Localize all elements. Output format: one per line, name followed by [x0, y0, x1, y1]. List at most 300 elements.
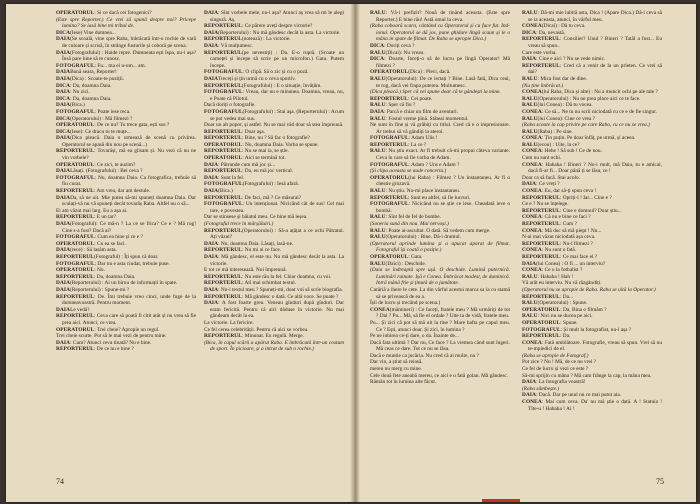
script-line: [56, 346, 196, 353]
speaker-name: OPERATORUL: [522, 306, 561, 313]
script-line: [370, 353, 510, 360]
speaker-name: FOTOGRAFUL: [204, 108, 243, 115]
speaker-name: OPERATORUL: [370, 174, 409, 181]
line-text: : Nu se mai ia, se știe.: [241, 148, 289, 155]
script-line: [370, 221, 510, 228]
script-line: [204, 43, 344, 50]
line-text: : Parcă e chiar un film de aventuri.: [384, 108, 458, 115]
script-line: [56, 221, 196, 234]
speaker-name: REPORTERUL: [522, 207, 560, 214]
line-text: : Mă duc să mă piept ! Nu...: [541, 227, 602, 234]
script-line: [522, 307, 662, 314]
script-line: [522, 109, 662, 116]
speaker-name: OPERATORUL: [204, 155, 243, 162]
line-text: : O clipă. Să o zic și cu o pozâ.: [242, 69, 309, 76]
line-text: (Se scoală, vine spre Raba, înbrăcată într-o rochie de vară de culoare și scrisă, în strânge fusturile și coborâ pe scena.: [62, 36, 196, 49]
line-text: (lui Conea) : O fi ... un interviu?: [536, 260, 606, 267]
speaker-name: OPERATORUL: [56, 240, 95, 247]
line-text: (pe nevestiți) : Da. E-o ruptă. (Scoate un carnețel și începe să scrie pe un microfon.) Gata. Putem începe.: [210, 49, 344, 69]
open-book: [6, 4, 696, 502]
line-text: : Cine e aici ? Nu se vede nimic.: [536, 56, 606, 63]
script-line: [56, 109, 196, 116]
speaker-name: REPORTERUL: [204, 227, 242, 234]
line-text: (lui Conea) : Dă tu vocea.: [537, 102, 593, 109]
line-text: Bună seara, Reporter!: [70, 69, 117, 76]
script-line: [204, 76, 344, 83]
line-text: : Vreau, dar nu e minunea. Doamna, vreau, nu, e Poate că Pilotul.: [210, 89, 344, 102]
line-text: : Opriți-l ! Iar... Cine e ?: [559, 194, 612, 201]
script-line: [56, 195, 196, 208]
script-line: [204, 254, 344, 267]
speaker-name: REPORTERUL: [204, 280, 242, 287]
line-text: : Atî mai schimbat textul.: [241, 280, 297, 287]
line-text: : La ce ?: [407, 141, 427, 148]
line-text: (notează) : La victorie.: [241, 36, 291, 43]
script-line: [204, 267, 344, 274]
line-text: (Fotograful trece în mărșăluiri.): [204, 221, 274, 227]
line-text: : Si ce dacă cei fotogenici?: [94, 10, 152, 16]
speaker-name: REPORTERUL: [204, 135, 242, 142]
line-text: : Cum? Atunci ceva tinată? Nu e bine.: [70, 339, 152, 346]
line-text: : Nu-i textul meu ? Spuneți-mi, doar voi să scrie biografia.: [218, 286, 344, 293]
speaker-name: DAIA: [204, 42, 219, 49]
line-text: (Reporterului) : Nu mă gândesc decât la asta. La victorie.: [218, 29, 341, 36]
left-page-column-2: [204, 10, 344, 464]
speaker-name: CONEA: [522, 161, 542, 168]
line-text: : Mica fost dar de dine.: [537, 75, 588, 82]
script-line: [370, 89, 510, 96]
line-text: (Soneria sună din nou. Mai nervoși.): [370, 221, 449, 227]
script-line: [370, 195, 510, 202]
line-text: N-ai mai văzut niciodată așa ceva.: [522, 234, 596, 241]
script-line: [370, 102, 510, 109]
line-text: : Da, nevastă.: [536, 29, 566, 36]
line-text: Ce e ? Nu se înțelege.: [522, 201, 569, 208]
script-line: [56, 294, 196, 307]
speaker-name: REPORTERUL: [522, 194, 560, 201]
script-line: [522, 56, 662, 63]
speaker-name: OPERATORUL: [204, 141, 243, 148]
line-text: Doar ca să facă. Stai acolo.: [522, 174, 581, 181]
line-text: : Ce zici, te auzim?: [94, 161, 136, 168]
line-text: Pu... Și zici că pot să mă uit la tine ? Mare bafta pe capul meu. Ce ? Ești, atunci doar. Și zici, în lumina ?: [370, 319, 510, 333]
line-text: : Spune.: [560, 319, 578, 326]
left-page: [56, 10, 344, 488]
script-line: [204, 23, 344, 30]
speaker-name: REPORTERUL: [522, 333, 560, 340]
speaker-name: REPORTERUL: [204, 82, 242, 89]
line-text: : Ce părere aveți despre victorie?: [241, 23, 313, 30]
speaker-name: FOTOGRAFUL: [370, 201, 409, 208]
speaker-name: DAIA: [204, 300, 219, 307]
speaker-name: DAIA: [56, 306, 71, 313]
script-line: [204, 287, 344, 294]
line-text: (Operatorului) : Nu ne prea place aici ce te face.: [537, 95, 641, 102]
script-line: [370, 241, 510, 254]
speaker-name: FOTOGRAFUL: [370, 161, 409, 168]
speaker-name: REPORTERUL: [522, 240, 560, 247]
speaker-name: RALU: [370, 227, 386, 234]
script-line: [370, 379, 510, 386]
speaker-name: DAIA: [522, 181, 537, 188]
speaker-name: RALU: [522, 75, 538, 82]
script-line: [370, 43, 510, 50]
line-text: (Daia se îndreaptă spre ușă. O deschide. Lumină puternică. Luminări ruinate. Ișă e Conea. Îmbrăcat modest, de duminică. Intră mână frie și ținută de o jumătate.: [370, 267, 510, 287]
speaker-name: FOTOGRAFUL: [56, 260, 95, 267]
speaker-name: CONEA: [522, 227, 542, 234]
line-text: : Ce mai face el ?: [559, 253, 598, 260]
speaker-name: FOTOGRAFUL: [370, 135, 409, 142]
script-line: [522, 195, 662, 202]
line-text: (mâmineri) : Ce faceți, fratele meu ? Mă urmăriți de tot ? Dai ? Pu... Mă, să fie el ordale ? Uite ta de vidă, fratele meu.: [376, 306, 510, 320]
speaker-name: OPERATORUL: [370, 69, 409, 76]
script-line: [204, 89, 344, 102]
line-text: (Fotografului) : Stai aşa. (Reporterului) : Acum se pot vedea mai sus.: [210, 108, 344, 122]
script-line: [522, 254, 662, 261]
line-text: : Mai cum ceva. Da' nu mă știe o dată. A ! Statuia ! Tîte-u ! Hahaha ! Ai !: [528, 399, 662, 412]
script-line: [522, 274, 662, 281]
line-text: (Reporterului) : Ai un birou de informații în spate.: [70, 280, 178, 287]
speaker-name: CONEA: [522, 188, 542, 195]
speaker-name: REPORTERUL: [204, 49, 242, 56]
speaker-name: DAIA: [204, 75, 219, 82]
speaker-name: REPORTERUL: [522, 62, 560, 69]
script-line: [204, 188, 344, 195]
script-line: [522, 36, 662, 49]
line-text: : Ceva care să poată fi citit atât și nu vrea să fie prea aici. Atunci, ce vrea.: [62, 313, 196, 326]
speaker-name: REPORTERUL: [204, 194, 242, 201]
speaker-name: REPORTERUL: [370, 141, 408, 148]
line-text: : Doriți ceva ?: [384, 42, 415, 49]
script-line: [370, 254, 510, 261]
speaker-name: RALU: [370, 49, 386, 56]
line-text: (Raba scoate la cap privire pe care Raba, cu ce nu se vrea.): [522, 122, 650, 129]
speaker-name: REPORTERUL: [204, 23, 242, 30]
speaker-name: CONEA: [522, 135, 542, 142]
script-line: [204, 195, 344, 202]
speaker-name: REPORTERUL: [370, 194, 408, 201]
script-line: [370, 69, 510, 76]
script-line: [56, 247, 196, 254]
line-text: E tot ce mă interesează. Noi împreună.: [204, 267, 287, 274]
line-text: : Da, doamna Daia.: [70, 82, 112, 89]
speaker-name: CONEA: [522, 108, 542, 115]
line-text: : Cine e domnul? Doar știu...: [559, 207, 622, 214]
script-line: [370, 56, 510, 69]
line-text: Cutăriă a ihere le cete. La din vârful acestui marca sa ia cu stamă să se privească de ea a.: [370, 286, 510, 300]
line-text: (Bica.): [70, 102, 85, 109]
line-text: (Daici) : Deschide.: [385, 260, 427, 267]
line-text: : Hehe ! Să sub ! Ce de nou.: [541, 148, 602, 155]
script-line: [370, 366, 510, 373]
script-line: [204, 69, 344, 76]
line-text: (Operatorului) : Mă filmezi ?: [70, 115, 133, 122]
book-spine: [350, 4, 360, 502]
speaker-name: DAIA: [56, 247, 71, 254]
line-text: : Da, eu mă joc vertical.: [241, 168, 294, 175]
speaker-name: RALU: [370, 75, 386, 82]
line-text: : Consilier? Unul ? Bineri ? Tatăl a fost... Eu vreau să spun..: [528, 36, 662, 49]
script-line: [522, 214, 662, 221]
line-text: Doar un alt popor, și astfel. Nu se mai văd doar să stea împreună.: [204, 122, 344, 129]
speaker-name: DICA: [56, 95, 71, 102]
script-line: [56, 148, 196, 161]
speaker-name: CONEA: [522, 148, 542, 155]
script-line: [204, 300, 344, 320]
script-line: [56, 50, 196, 63]
line-text: : La fotografia voastră!: [536, 379, 586, 386]
script-line: [204, 10, 344, 23]
script-line: [370, 333, 510, 340]
line-text: (Fotografului) : Iesă afară.: [242, 181, 299, 188]
script-line: [56, 135, 196, 148]
speaker-name: RALU: [370, 188, 386, 195]
script-line: [522, 392, 662, 399]
speaker-name: RALU: [522, 115, 538, 122]
line-text: : Sper că fiu ?: [385, 102, 416, 109]
speaker-name: REPORTERUL: [204, 148, 242, 155]
line-text: : Nu, doamna Daia. Ca fotografica, trebuie să fiu curat.: [62, 174, 196, 188]
speaker-name: OPERATORUL: [522, 319, 561, 326]
line-text: : Fostul vreme pînă. Stăteai momentul.: [385, 115, 469, 122]
page-number-left: 74: [56, 477, 64, 486]
script-line: [56, 261, 196, 268]
script-line: [370, 359, 510, 366]
script-line: [522, 50, 662, 57]
line-text: : Am vrea, dar am destule.: [93, 188, 151, 195]
speaker-name: DICA: [56, 29, 71, 36]
speaker-name: DAIA: [56, 89, 71, 96]
script-line: [204, 201, 344, 214]
speaker-name: RALU: [522, 10, 538, 16]
speaker-name: DICA: [522, 29, 537, 36]
script-line: [56, 234, 196, 241]
speaker-name: DAIA: [204, 10, 219, 16]
script-line: [204, 280, 344, 287]
speaker-name: REPORTERUL: [204, 36, 242, 43]
line-text: : Dacă. Dar pe unul nu ce mai putut aia.: [536, 392, 622, 399]
script-line: [522, 188, 662, 195]
script-line: [522, 333, 662, 340]
script-line: [56, 63, 196, 70]
line-text: : Cred că a venit de la un prieten. Ce vrei să dai?: [528, 62, 662, 76]
speaker-name: DICA: [56, 115, 71, 122]
speaker-name: REPORTERUL: [56, 188, 94, 195]
line-text: (lui Conea): Cine ce vrea ?: [537, 115, 595, 122]
line-text: Ne sunt în fine și vă grăbiți cu titlul. Cred că e o impresionare. Ar trebui să vă gândiți la ateroi.: [370, 122, 510, 135]
script-line: [204, 228, 344, 241]
line-text: : Cei poate.: [407, 95, 433, 102]
script-line: [522, 287, 662, 294]
speaker-name: RALU: [370, 115, 386, 122]
line-text: (Fotograful): Ce mă-n ? La ce se frica? Ce e ? Mă rog! Cine s-a fost? Dacă ai?: [62, 221, 196, 234]
speaker-name: REPORTERUL: [370, 95, 408, 102]
line-text: : De faci, mă ? Ce măsurai?: [241, 194, 302, 201]
speaker-name: REPORTERUL: [56, 253, 94, 260]
line-text: (Reporterului) : Spune-mi ?: [70, 286, 130, 293]
speaker-name: REPORTERUL: [204, 333, 242, 340]
line-text: (Raba zâmbește.): [522, 385, 560, 392]
script-line: [522, 201, 662, 208]
script-line: [204, 109, 344, 122]
speaker-name: REPORTERUL: [522, 36, 560, 43]
script-line: [522, 122, 662, 129]
speaker-name: DAIA: [56, 286, 71, 293]
line-text: : Sunt eu altfel, să fie lucruri.: [407, 194, 471, 201]
speaker-name: FOTOGRAFUL: [56, 174, 95, 181]
line-text: : Nu mi ai ce face.: [241, 247, 282, 254]
line-text: Dacă doriți o fotografie.: [204, 102, 256, 109]
speaker-name: DAIA: [56, 49, 71, 56]
line-text: : Poate ai-ascultat. O dată. Să vedem cum merge.: [385, 227, 491, 234]
script-line: [56, 175, 196, 188]
line-text: (Raba coboară scara, cântând cu Operatorul și cu fuce fut. Ind-ionul. Operatorul se dă jos, pune ghidare lîngă scaun și le o mâna in spate de filmat. De Raba se apropie Dica.): [370, 23, 510, 43]
line-text: (Dica) : Scoate-te poziții.: [70, 75, 125, 82]
line-text: : Minunat. Eu regulă. Merge.: [241, 333, 305, 340]
line-text: (Dica) : Pleci, dacă.: [408, 69, 451, 76]
line-text: (Raba) : Pe sine.: [537, 128, 573, 135]
script-line: [56, 76, 196, 83]
speaker-name: DAIA: [204, 286, 219, 293]
line-text: : Nu, doamna Daia. Vorba se spune.: [242, 141, 319, 148]
script-line: [370, 148, 510, 161]
script-line: [204, 168, 344, 175]
script-line: [204, 221, 344, 228]
line-text: (Este spre Reporter.) Ce vrei să spună despre noi? Pricepe lumina? Se iasă bine mi tribul de.: [56, 16, 196, 30]
speaker-name: REPORTERUL: [56, 313, 94, 320]
speaker-name: CONEA: [522, 267, 542, 274]
line-text: (Fotografului) : E o situație, învățăm.: [241, 82, 322, 89]
line-text: : Țin puțin. Pe doar înfăț, pe urmă, și aceea.: [541, 135, 636, 142]
speaker-name: REPORTERUL: [204, 273, 242, 280]
script-line: [204, 320, 344, 327]
speaker-name: REPORTERUL: [56, 346, 94, 353]
script-line: [204, 274, 344, 281]
script-line: [522, 102, 662, 109]
line-text: : Poate iese reca.: [94, 108, 131, 115]
script-line: [522, 320, 662, 327]
script-line: [522, 89, 662, 96]
line-text: : Sunt la fel.: [218, 174, 245, 181]
speaker-name: CONEA: [522, 89, 542, 96]
line-text: : Un intenționat. Nicicând cât de sus! Cel mai tare, e povestea.: [210, 201, 344, 214]
line-text: : Doar aşa.: [241, 128, 265, 135]
line-text: Dar vin, a știut să reiasă.: [370, 359, 423, 366]
script-line: [370, 109, 510, 116]
script-line: [56, 102, 196, 109]
line-text: Dacă fata ultimă ? Dar nu, Ce face ? La vremea când sunt îngeri. Mă ceas ce dare. Tot ce nu se lăsa.: [370, 339, 510, 353]
left-page-column-1: [56, 10, 196, 464]
line-text: (Iese): Ce dracu tu te muțe...: [70, 128, 131, 135]
speaker-name: REPORTERUL: [56, 214, 94, 221]
script-line: [56, 287, 196, 294]
line-text: Vă arăt eu interviu. Nu vă răzgândiți.: [522, 280, 602, 287]
line-text: La victorie. La fericire.: [204, 319, 254, 326]
speaker-name: OPERATORUL: [56, 267, 95, 274]
line-text: : Nu.: [94, 267, 105, 274]
script-line: [522, 247, 662, 254]
script-line: [56, 208, 196, 215]
script-line: [370, 23, 510, 43]
speaker-name: DAIA: [522, 392, 537, 399]
script-line: [56, 214, 196, 221]
line-text: (Dica pleacă.) Sper că vei spune doar că te gândești la mine.: [370, 89, 501, 96]
line-text: Ce fel de lucru și vezi ce este ?: [522, 366, 589, 373]
speaker-name: CONEA: [522, 214, 542, 221]
line-text: : Doarte, faceți-o să de lucru pe lîngă Operator! Mă filmezi ?: [376, 56, 510, 69]
script-line: [204, 148, 344, 155]
line-text: : Dă-mi mie iubită asta, Dica ! (Apare Dica.) Dă-i ceva să se ia aceasta, atunci, în vârful meu.: [528, 10, 662, 23]
line-text: : Da, Bina o filmăm ?: [560, 306, 607, 313]
line-text: (lui Raba, Dica și alte) : Nu a muncit ochi pe ale tale ?: [541, 89, 658, 96]
script-line: [204, 102, 344, 109]
line-text: (Bica.): [218, 188, 233, 195]
line-text: (Bica, în capul scării a apărut Raba. E îmbrăcată într-un costum de sport. În picioare, și a intrat de sub o rochie.): [204, 339, 344, 353]
line-text: : Sînt fel de fel de bombe.: [385, 214, 441, 221]
script-line: [522, 181, 662, 188]
line-text: : Da.: [559, 333, 571, 340]
speaker-name: FOTOGRAFUL: [56, 234, 95, 241]
speaker-name: DAIA: [204, 29, 219, 36]
speaker-name: CONEA: [522, 399, 542, 406]
page-number-right: 75: [656, 477, 664, 486]
right-page-column-2: [522, 10, 662, 464]
script-line: [370, 214, 510, 221]
script-line: [522, 313, 662, 320]
script-line: [204, 162, 344, 169]
speaker-name: RALU: [522, 95, 538, 102]
script-line: [370, 300, 510, 307]
script-line: [204, 327, 344, 334]
speaker-name: RALU: [522, 273, 538, 280]
speaker-name: DAIA: [56, 36, 71, 43]
script-line: [56, 36, 196, 49]
line-text: (Operatorului) : Bine. Dă-i drumul.: [385, 234, 461, 241]
line-text: Le vedă?: [70, 306, 90, 313]
line-text: : Nici nu se ducea pe aici.: [537, 313, 593, 320]
script-line: [56, 254, 196, 261]
speaker-name: FOTOGRAFUL: [204, 201, 243, 208]
line-text: : De ce nu? Tu trece gata, ești sus ?: [94, 122, 170, 129]
speaker-name: DAIA: [370, 108, 385, 115]
speaker-name: DAIA: [204, 240, 219, 247]
script-line: [370, 320, 510, 333]
script-line: [522, 327, 662, 334]
script-line: [522, 76, 662, 83]
line-text: Rămân tot în lumina alte făcut.: [370, 379, 437, 386]
script-line: [522, 221, 662, 228]
script-line: [522, 10, 662, 23]
line-text: Ce fel cerea celebrității. Pentru că aici se vorbea.: [204, 326, 309, 333]
line-text: mereu nu merg cu mine.: [370, 366, 422, 373]
speaker-name: RALU: [370, 214, 386, 221]
line-text: : Nicicând nu se știe ce iese. Cheadată ieve o bombă.: [376, 201, 510, 214]
speaker-name: REPORTERUL: [56, 273, 94, 280]
script-line: [56, 280, 196, 287]
line-text: : Fată umblătoare. Fotografie, vreau să spun. Vrei să nu te-mpiedici de el.: [528, 339, 662, 353]
speaker-name: CONEA: [370, 306, 390, 313]
speaker-name: OPERATORUL: [56, 326, 95, 333]
speaker-name: OPERATORUL: [56, 10, 95, 16]
script-line: [56, 10, 196, 17]
script-line: [522, 379, 662, 386]
line-text: : Pătrunde cum mă joc și...: [218, 161, 276, 168]
script-line: [370, 135, 510, 142]
line-text: (Dicai) : Dă tu ceva.: [541, 23, 586, 30]
right-page-column-1: [370, 10, 510, 464]
line-text: : Tovarăși, mă ea glisam și. Nu vezi că nu ne vin vorbele?: [62, 148, 196, 162]
speaker-name: RALU: [522, 300, 538, 307]
